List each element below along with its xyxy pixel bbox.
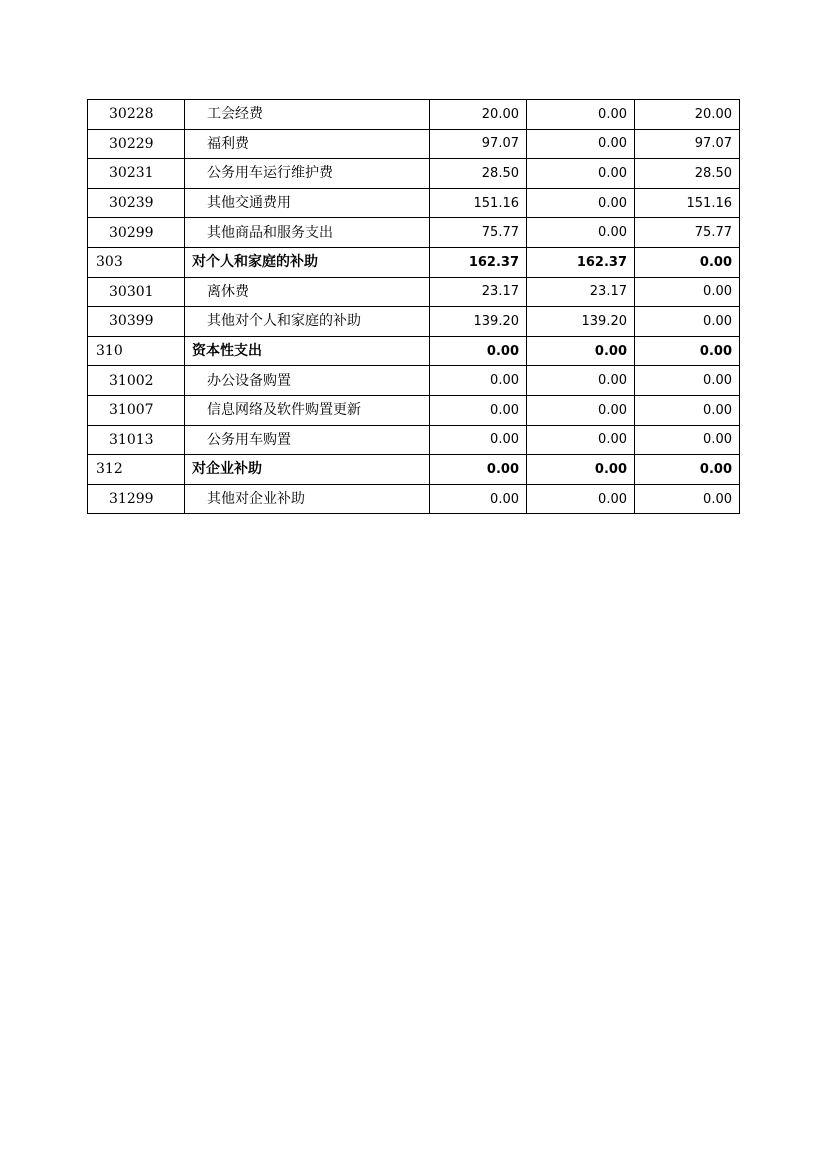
total-value: 0.00 xyxy=(430,425,527,455)
project-value: 0.00 xyxy=(635,484,740,514)
basic-value: 0.00 xyxy=(527,129,635,159)
project-value: 0.00 xyxy=(635,455,740,485)
table-row xyxy=(88,277,740,307)
total-value: 28.50 xyxy=(430,159,527,189)
expenditure-table xyxy=(87,99,740,514)
table-group-row xyxy=(88,336,740,366)
basic-value: 0.00 xyxy=(527,336,635,366)
table-row xyxy=(88,425,740,455)
table-row xyxy=(88,159,740,189)
basic-value: 162.37 xyxy=(527,247,635,277)
table-group-row xyxy=(88,455,740,485)
project-value: 0.00 xyxy=(635,307,740,337)
table-row xyxy=(88,307,740,337)
total-value: 0.00 xyxy=(430,336,527,366)
total-value: 0.00 xyxy=(430,395,527,425)
basic-value: 23.17 xyxy=(527,277,635,307)
item-name: 办公设备购置 xyxy=(185,366,430,396)
basic-value: 0.00 xyxy=(527,188,635,218)
item-name: 其他对个人和家庭的补助 xyxy=(185,307,430,337)
basic-value: 139.20 xyxy=(527,307,635,337)
total-value: 151.16 xyxy=(430,188,527,218)
total-value: 23.17 xyxy=(430,277,527,307)
basic-value: 0.00 xyxy=(527,159,635,189)
project-value: 0.00 xyxy=(635,247,740,277)
project-value: 20.00 xyxy=(635,100,740,130)
item-name: 公务用车运行维护费 xyxy=(185,159,430,189)
table-row xyxy=(88,484,740,514)
project-value: 0.00 xyxy=(635,366,740,396)
project-value: 0.00 xyxy=(635,277,740,307)
item-code: 31013 xyxy=(88,425,185,455)
group-code: 310 xyxy=(88,336,185,366)
total-value: 0.00 xyxy=(430,484,527,514)
item-name: 其他商品和服务支出 xyxy=(185,218,430,248)
total-value: 97.07 xyxy=(430,129,527,159)
item-name: 工会经费 xyxy=(185,100,430,130)
basic-value: 0.00 xyxy=(527,100,635,130)
item-code: 30301 xyxy=(88,277,185,307)
table-row xyxy=(88,395,740,425)
item-name: 其他交通费用 xyxy=(185,188,430,218)
total-value: 139.20 xyxy=(430,307,527,337)
total-value: 0.00 xyxy=(430,366,527,396)
table-row xyxy=(88,218,740,248)
item-name: 离休费 xyxy=(185,277,430,307)
project-value: 97.07 xyxy=(635,129,740,159)
total-value: 0.00 xyxy=(430,455,527,485)
total-value: 162.37 xyxy=(430,247,527,277)
item-name: 公务用车购置 xyxy=(185,425,430,455)
item-name: 其他对企业补助 xyxy=(185,484,430,514)
table-row xyxy=(88,129,740,159)
item-name: 福利费 xyxy=(185,129,430,159)
group-name: 资本性支出 xyxy=(185,336,430,366)
item-code: 31002 xyxy=(88,366,185,396)
item-code: 30399 xyxy=(88,307,185,337)
basic-value: 0.00 xyxy=(527,425,635,455)
item-code: 31007 xyxy=(88,395,185,425)
basic-value: 0.00 xyxy=(527,455,635,485)
table-group-row xyxy=(88,247,740,277)
group-name: 对企业补助 xyxy=(185,455,430,485)
table-row xyxy=(88,100,740,130)
group-code: 303 xyxy=(88,247,185,277)
group-name: 对个人和家庭的补助 xyxy=(185,247,430,277)
basic-value: 0.00 xyxy=(527,366,635,396)
project-value: 151.16 xyxy=(635,188,740,218)
table-row xyxy=(88,188,740,218)
project-value: 0.00 xyxy=(635,425,740,455)
item-code: 31299 xyxy=(88,484,185,514)
total-value: 20.00 xyxy=(430,100,527,130)
group-code: 312 xyxy=(88,455,185,485)
item-code: 30229 xyxy=(88,129,185,159)
item-code: 30299 xyxy=(88,218,185,248)
basic-value: 0.00 xyxy=(527,218,635,248)
total-value: 75.77 xyxy=(430,218,527,248)
project-value: 0.00 xyxy=(635,336,740,366)
item-code: 30231 xyxy=(88,159,185,189)
item-name: 信息网络及软件购置更新 xyxy=(185,395,430,425)
project-value: 28.50 xyxy=(635,159,740,189)
item-code: 30239 xyxy=(88,188,185,218)
table-row xyxy=(88,366,740,396)
project-value: 0.00 xyxy=(635,395,740,425)
item-code: 30228 xyxy=(88,100,185,130)
basic-value: 0.00 xyxy=(527,395,635,425)
project-value: 75.77 xyxy=(635,218,740,248)
basic-value: 0.00 xyxy=(527,484,635,514)
